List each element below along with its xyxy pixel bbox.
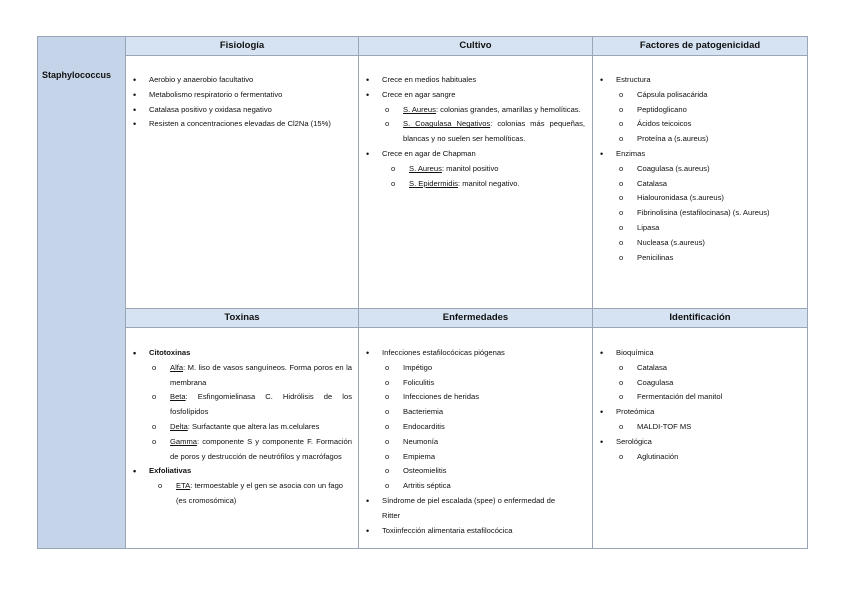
list-item bbox=[130, 479, 352, 509]
list-item: • Serológica bbox=[597, 435, 797, 450]
list-item: • Estructura bbox=[597, 73, 797, 88]
species-name: S. Aureus bbox=[409, 163, 442, 173]
list-item bbox=[130, 420, 352, 435]
list-item: o Artritis séptica bbox=[363, 479, 585, 494]
toxin-desc: : Esfingomielinasa C. Hidrólisis de los fosfolípidos bbox=[170, 392, 352, 417]
list-item bbox=[130, 361, 352, 391]
list-item: • Toxiinfección alimentaria estafilocócica bbox=[363, 524, 585, 539]
list-item: o Aglutinación bbox=[597, 450, 797, 465]
list-item bbox=[363, 177, 585, 192]
header-enfermedades: Enfermedades bbox=[359, 309, 593, 328]
list-item: o Catalasa bbox=[597, 177, 797, 192]
species-desc: : manitol negativo. bbox=[457, 178, 520, 188]
list-item: o MALDI-TOF MS bbox=[597, 420, 797, 435]
list-item: • Bioquímica bbox=[597, 346, 797, 361]
list-item: • Resisten a concentraciones elevadas de Cl2Na (15%) bbox=[130, 117, 334, 132]
list-item bbox=[363, 103, 585, 118]
species-desc: : colonias más pequeñas, blancas y no suelen ser hemolíticas. bbox=[403, 119, 585, 144]
identificacion-list bbox=[597, 346, 797, 464]
toxin-desc: : componente S y componente F. Formación de poros y destrucción de neutrófilos y macrófagos bbox=[170, 436, 352, 461]
list-item: o Penicilinas bbox=[597, 251, 797, 266]
toxin-name: ETA bbox=[176, 481, 191, 491]
list-item: o Fermentación del manitol bbox=[597, 390, 797, 405]
factores-list bbox=[597, 73, 797, 265]
species-name: S. Coagulasa Negativos bbox=[403, 119, 491, 129]
header-cultivo: Cultivo bbox=[359, 37, 593, 56]
list-item: o Osteomielitis bbox=[363, 464, 585, 479]
list-item: o Empiema bbox=[363, 450, 585, 465]
list-item: o Endocarditis bbox=[363, 420, 585, 435]
row-label-cell bbox=[38, 37, 126, 548]
list-item: • Enzimas bbox=[597, 147, 797, 162]
header-factores: Factores de patogenicidad bbox=[593, 37, 807, 56]
species-desc: : colonias grandes, amarillas y hemolíticas. bbox=[435, 104, 581, 114]
list-item bbox=[363, 117, 585, 147]
toxin-name: Delta bbox=[170, 421, 188, 431]
toxinas-list bbox=[130, 346, 352, 509]
header-fisiologia: Fisiología bbox=[126, 37, 359, 56]
list-item: o Coagulasa (s.aureus) bbox=[597, 162, 797, 177]
list-item: o Cápsula polisacárida bbox=[597, 88, 797, 103]
list-item: o Bacteriemia bbox=[363, 405, 585, 420]
list-item: • Aerobio y anaerobio facultativo bbox=[130, 73, 352, 88]
list-item: o Peptidoglicano bbox=[597, 103, 797, 118]
enfermedades-list bbox=[363, 346, 585, 538]
list-item: o Ácidos teicoicos bbox=[597, 117, 797, 132]
toxin-desc: : Surfactante que altera las m.celulares bbox=[187, 421, 320, 431]
list-item: • Proteómica bbox=[597, 405, 797, 420]
list-item: • Crece en medios habituales bbox=[363, 73, 585, 88]
header-identificacion: Identificación bbox=[593, 309, 807, 328]
list-item: o Neumonía bbox=[363, 435, 585, 450]
species-name: S. Aureus bbox=[403, 104, 436, 114]
list-item: o Proteína a (s.aureus) bbox=[597, 132, 797, 147]
list-item: • Crece en agar sangre bbox=[363, 88, 585, 103]
species-desc: : manitol positivo bbox=[441, 163, 499, 173]
toxin-name: Alfa bbox=[170, 362, 184, 372]
list-item: • Metabolismo respiratorio o fermentativo bbox=[130, 88, 352, 103]
list-item: • Síndrome de piel escalada (spee) o enfermedad de Ritter bbox=[363, 494, 562, 524]
list-item bbox=[363, 162, 585, 177]
list-item: o Infecciones de heridas bbox=[363, 390, 585, 405]
fisiologia-list bbox=[130, 73, 352, 132]
list-item: o Nucleasa (s.aureus) bbox=[597, 236, 797, 251]
cultivo-list bbox=[363, 73, 585, 191]
toxin-desc: : termoestable y el gen se asocia con un fago (es cromosómica) bbox=[176, 481, 344, 505]
list-item: • Exfoliativas bbox=[130, 464, 352, 479]
list-item: o Coagulasa bbox=[597, 376, 797, 391]
list-item: o Foliculitis bbox=[363, 376, 585, 391]
header-toxinas: Toxinas bbox=[126, 309, 359, 328]
pathogen-table bbox=[37, 36, 808, 549]
list-item bbox=[130, 435, 352, 465]
list-item: o Impétigo bbox=[363, 361, 585, 376]
row-label: Staphylococcus bbox=[42, 70, 112, 80]
species-name: S. Epidermidis bbox=[409, 178, 458, 188]
list-item: • Crece en agar de Chapman bbox=[363, 147, 585, 162]
list-item: • Infecciones estafilocócicas piógenas bbox=[363, 346, 585, 361]
toxin-name: Beta bbox=[170, 392, 186, 402]
list-item: o Fibrinolisina (estafilocinasa) (s. Aureus) bbox=[597, 206, 797, 221]
list-item: o Lipasa bbox=[597, 221, 797, 236]
list-item: o Catalasa bbox=[597, 361, 797, 376]
list-item: • Citotoxinas bbox=[130, 346, 352, 361]
toxin-desc: : M. liso de vasos sanguíneos. Forma poros en la membrana bbox=[170, 362, 352, 387]
toxin-name: Gamma bbox=[170, 436, 198, 446]
list-item: o Hialouronidasa (s.aureus) bbox=[597, 191, 797, 206]
list-item: • Catalasa positivo y oxidasa negativo bbox=[130, 103, 352, 118]
list-item bbox=[130, 390, 352, 420]
